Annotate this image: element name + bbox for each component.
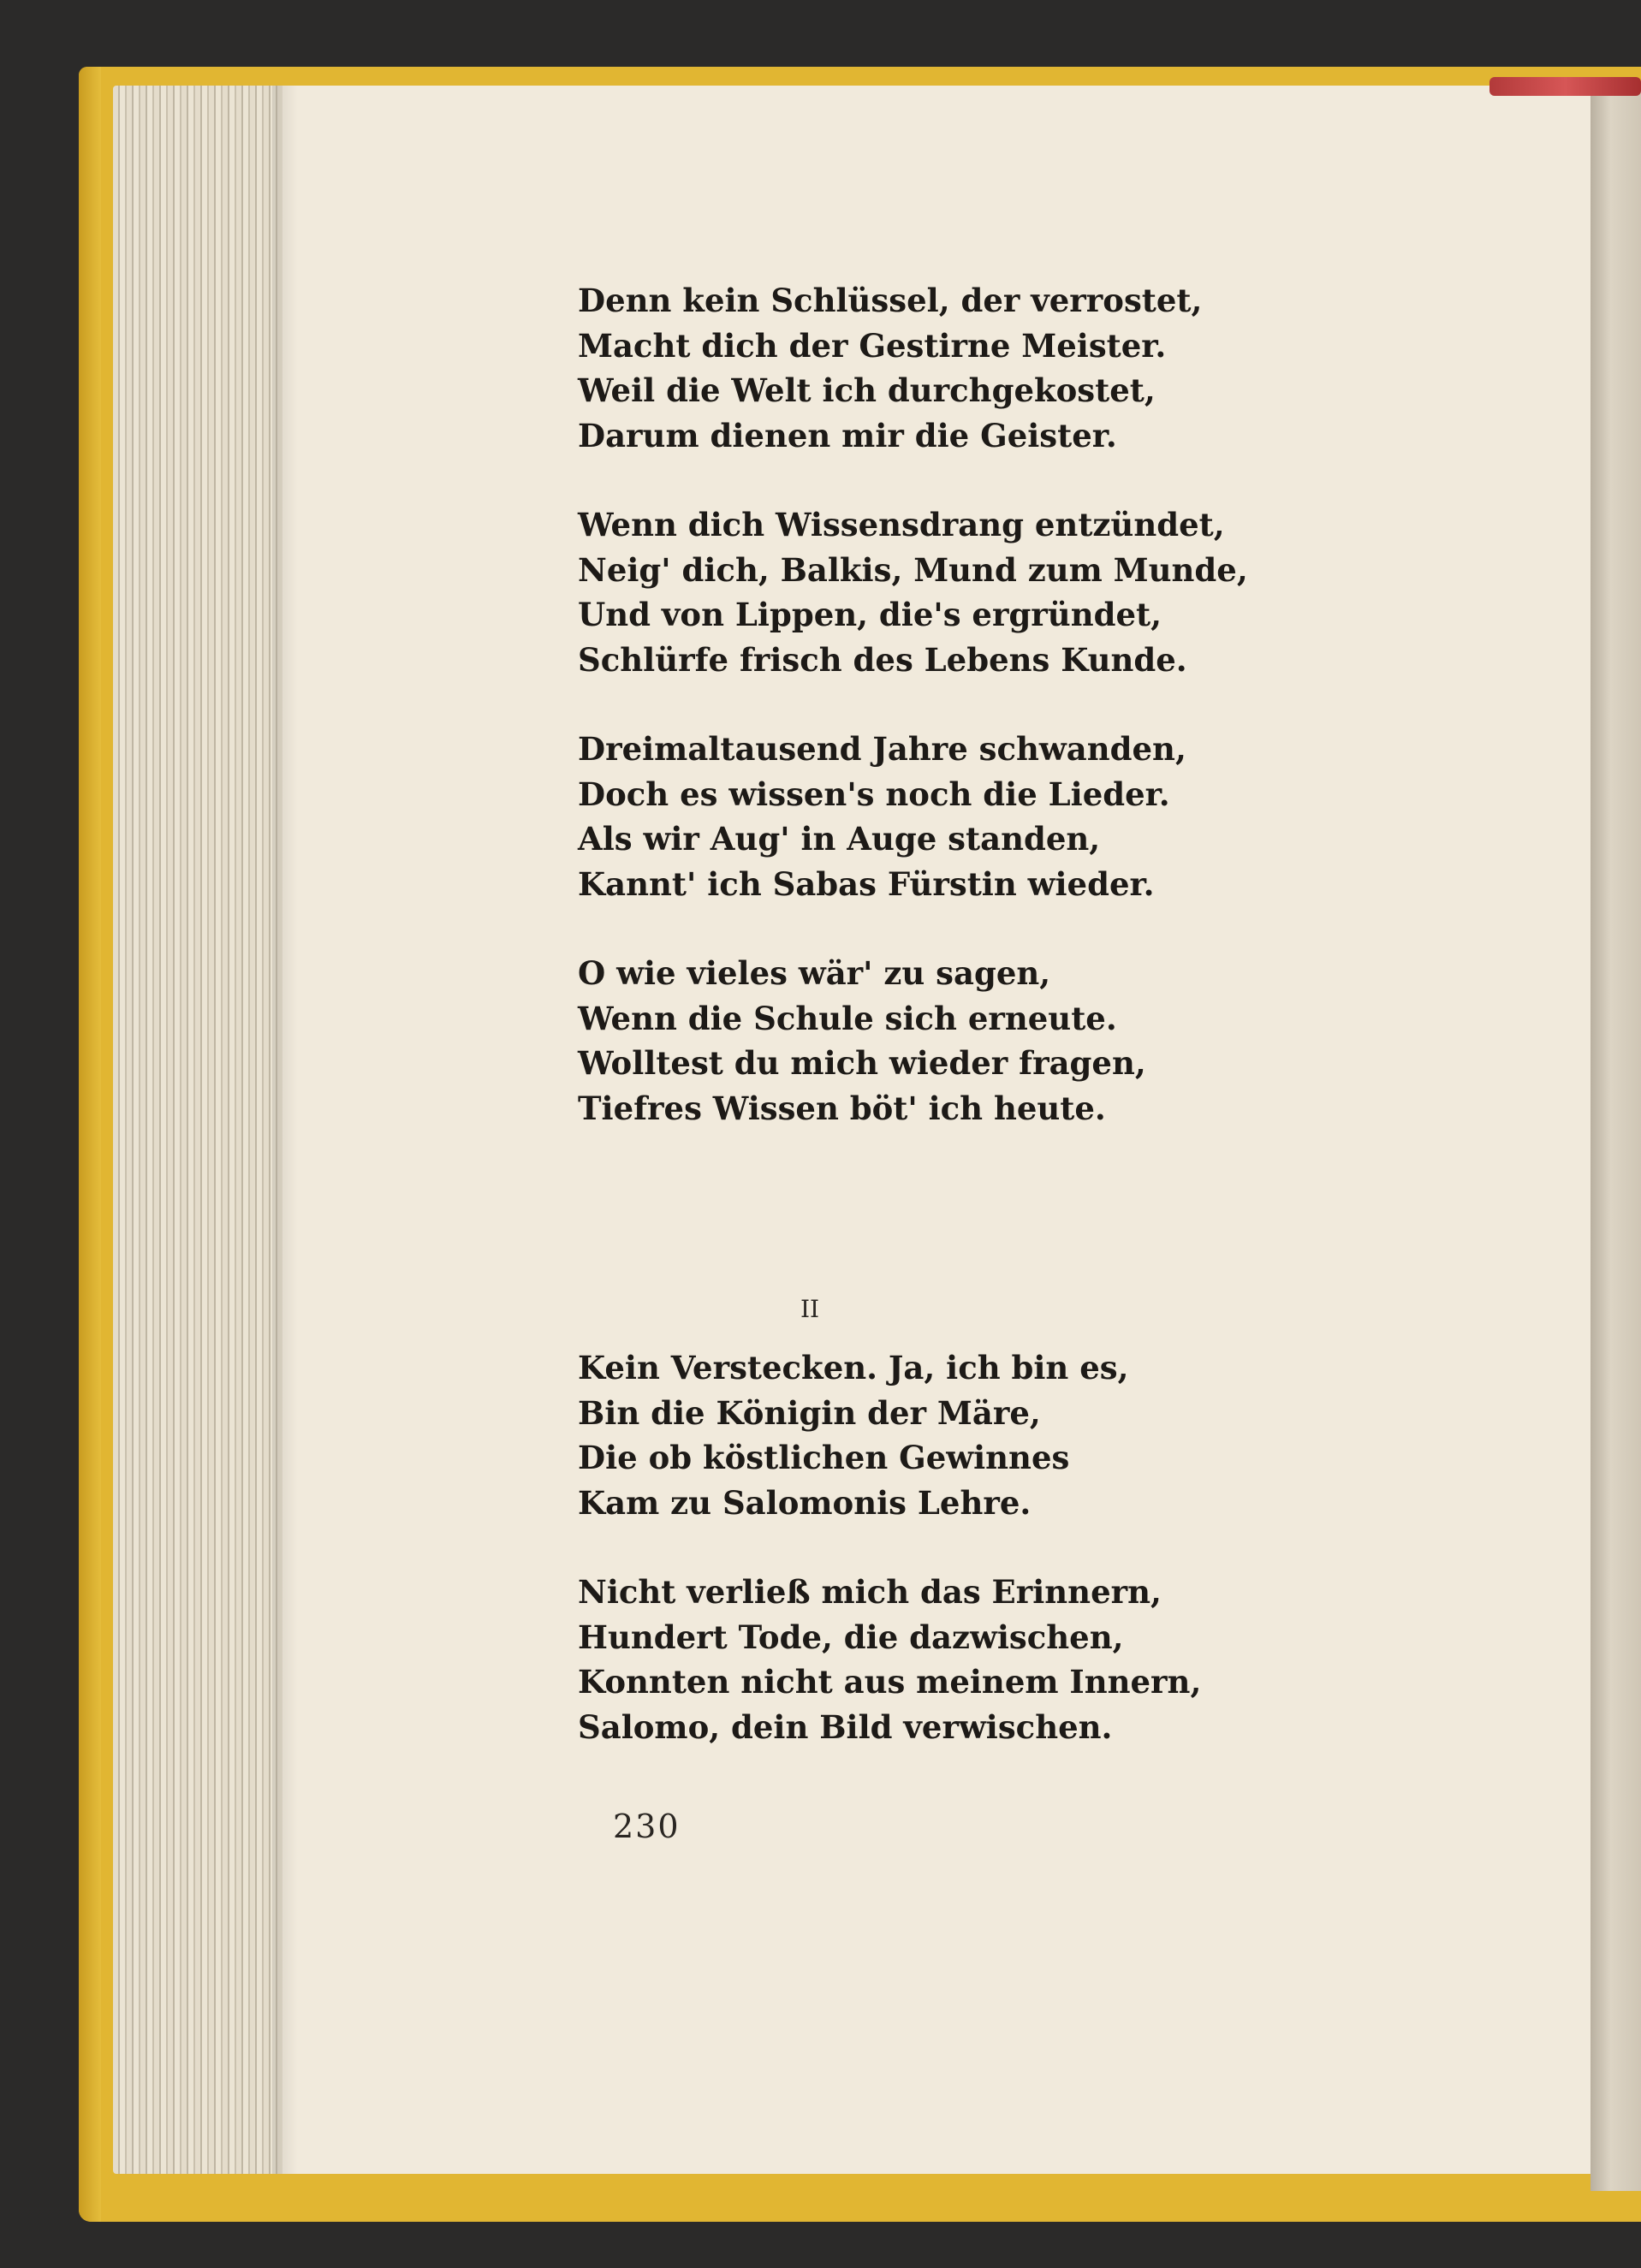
section-number: II xyxy=(800,1295,820,1323)
poem-part-one xyxy=(578,278,1348,1131)
verse-line: O wie vieles wär' zu sagen, xyxy=(578,954,1051,992)
verse-line: Wolltest du mich wieder fragen, xyxy=(578,1044,1146,1082)
verse-line: Schlürfe frisch des Lebens Kunde. xyxy=(578,640,1187,679)
verse-line: Salomo, dein Bild verwischen. xyxy=(578,1707,1113,1746)
verse-line: Hundert Tode, die dazwischen, xyxy=(578,1618,1124,1656)
verse-line: Tiefres Wissen böt' ich heute. xyxy=(578,1089,1106,1127)
verse-line: Wenn die Schule sich erneute. xyxy=(578,999,1117,1037)
verse-line: Macht dich der Gestirne Meister. xyxy=(578,326,1167,365)
verse-line: Neig' dich, Balkis, Mund zum Munde, xyxy=(578,550,1248,589)
verse-line: Wenn dich Wissensdrang entzündet, xyxy=(578,506,1225,543)
verse-line: Als wir Aug' in Auge standen, xyxy=(578,820,1101,858)
page-edges xyxy=(113,86,291,2174)
stanza xyxy=(578,727,1348,906)
bookmark-ribbon xyxy=(1489,77,1641,96)
poem-part-two xyxy=(578,1345,1348,1749)
stanza xyxy=(578,1345,1348,1525)
stanza xyxy=(578,278,1348,458)
spine-shadow xyxy=(272,86,298,2174)
stanza xyxy=(578,502,1348,682)
verse-line: Darum dienen mir die Geister. xyxy=(578,416,1117,454)
verse-line: Konnten nicht aus meinem Innern, xyxy=(578,1663,1202,1701)
stanza xyxy=(578,1570,1348,1749)
verse-line: Weil die Welt ich durchgekostet, xyxy=(578,371,1156,409)
verse-line: Nicht verließ mich das Erinnern, xyxy=(578,1573,1162,1611)
facing-page-edge xyxy=(1590,86,1641,2191)
verse-line: Denn kein Schlüssel, der verrostet, xyxy=(578,282,1203,319)
stanza xyxy=(578,951,1348,1131)
verse-line: Kannt' ich Sabas Fürstin wieder. xyxy=(578,864,1155,903)
verse-line: Dreimaltausend Jahre schwanden, xyxy=(578,730,1186,768)
cover-edge xyxy=(79,67,101,2222)
verse-line: Doch es wissen's noch die Lieder. xyxy=(578,775,1170,813)
verse-line: Kein Verstecken. Ja, ich bin es, xyxy=(578,1349,1129,1386)
verse-line: Kam zu Salomonis Lehre. xyxy=(578,1483,1032,1522)
page-number: 230 xyxy=(613,1808,681,1845)
verse-line: Die ob köstlichen Gewinnes xyxy=(578,1439,1070,1476)
verse-line: Bin die Königin der Märe, xyxy=(578,1393,1041,1432)
verse-line: Und von Lippen, die's ergründet, xyxy=(578,596,1162,633)
